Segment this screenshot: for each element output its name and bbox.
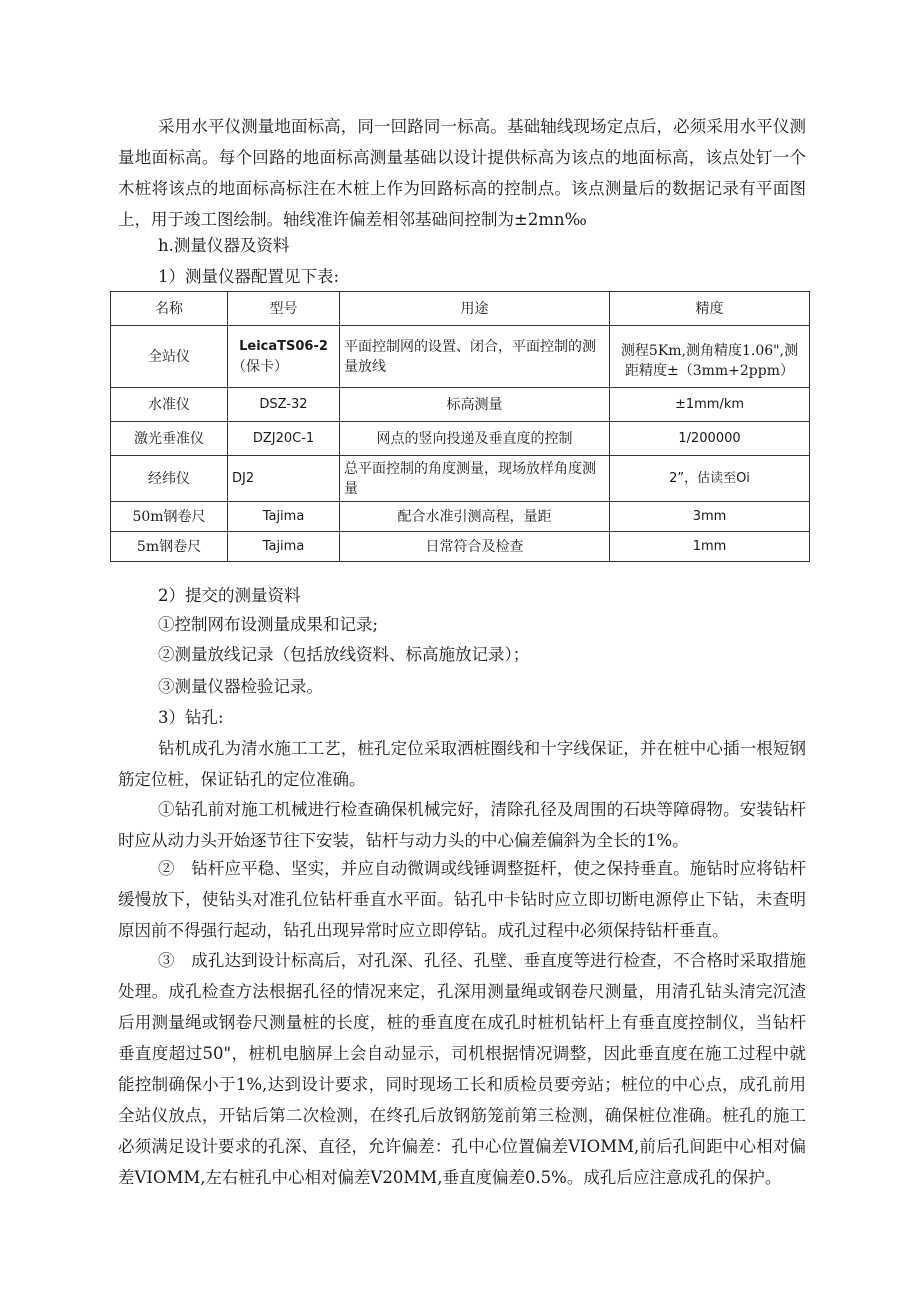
cell-model: Tajima bbox=[228, 532, 340, 562]
cell-use: 标高测量 bbox=[340, 388, 610, 422]
section-title-instruments: h.测量仪器及资料 bbox=[158, 236, 290, 255]
cell-name: 5m钢卷尺 bbox=[111, 532, 228, 562]
table-caption: 1）测量仪器配置见下表: bbox=[158, 267, 340, 286]
cell-name: 水准仪 bbox=[111, 388, 228, 422]
table-row bbox=[111, 532, 810, 562]
cell-use: 网点的竖向投递及垂直度的控制 bbox=[340, 422, 610, 456]
paragraph-drilling-step2: ② 钻杆应平稳、坚实，并应自动微调或线锤调整挺杆，使之保持垂直。施钻时应将钻杆缓慢放下，使钻头对准孔位钻杆垂直水平面。钻孔中卡钻时应立即切断电源停止下钻，未查明原因前不得强行起动，钻孔出现异常时应立即停钻。成孔过程中必须保持钻杆垂直。 bbox=[118, 859, 806, 940]
cell-precision: ±1mm/km bbox=[610, 388, 810, 422]
cell-model: DZJ20C-1 bbox=[228, 422, 340, 456]
cell-model-note: （保卡） bbox=[232, 358, 288, 375]
instrument-table bbox=[110, 291, 810, 562]
list-item: ③测量仪器检验记录。 bbox=[158, 677, 323, 696]
cell-precision: 测程5Km,测角精度1.06",测距精度±（3mm+2ppm） bbox=[610, 326, 810, 388]
cell-use: 平面控制网的设置、闭合，平面控制的测量放线 bbox=[340, 326, 610, 388]
cell-name: 激光垂准仪 bbox=[111, 422, 228, 456]
cell-model bbox=[228, 326, 340, 388]
paragraph-drilling-step1: ①钻孔前对施工机械进行检查确保机械完好，清除孔径及周围的石块等障碍物。安装钻杆时应从动力头开始逐节往下安装，钻杆与动力头的中心偏差偏斜为全长的1%。 bbox=[118, 800, 806, 850]
table-row bbox=[111, 456, 810, 502]
cell-precision: 1/200000 bbox=[610, 422, 810, 456]
table-header-row bbox=[111, 292, 810, 326]
cell-model: Tajima bbox=[228, 502, 340, 532]
cell-name: 50m钢卷尺 bbox=[111, 502, 228, 532]
table-row bbox=[111, 422, 810, 456]
cell-model-code: LeicaTS06-2 bbox=[239, 338, 328, 354]
paragraph-elevation: 采用水平仪测量地面标高，同一回路同一标高。基础轴线现场定点后，必须采用水平仪测量地面标高。每个回路的地面标高测量基础以设计提供标高为该点的地面标高，该点处钉一个木桩将该点的地面标高标注在木桩上作为回路标高的控制点。该点测量后的数据记录有平面图上，用于竣工图绘制。轴线准许偏差相邻基础间控制为±2mn‰ bbox=[118, 117, 806, 229]
table-row bbox=[111, 502, 810, 532]
cell-use: 总平面控制的角度测量，现场放样角度测量 bbox=[340, 456, 610, 502]
header-model: 型号 bbox=[228, 292, 340, 326]
cell-precision: 3mm bbox=[610, 502, 810, 532]
section-title-drilling: 3）钻孔: bbox=[158, 708, 224, 727]
cell-use: 配合水准引测高程，量距 bbox=[340, 502, 610, 532]
cell-model: DSZ-32 bbox=[228, 388, 340, 422]
section-title-submission: 2）提交的测量资料 bbox=[158, 586, 301, 605]
table-row bbox=[111, 326, 810, 388]
cell-precision: 1mm bbox=[610, 532, 810, 562]
cell-name: 全站仪 bbox=[111, 326, 228, 388]
list-item: ①控制网布设测量成果和记录; bbox=[158, 615, 379, 634]
header-precision: 精度 bbox=[610, 292, 810, 326]
cell-model: DJ2 bbox=[228, 456, 340, 502]
table-row bbox=[111, 388, 810, 422]
header-use: 用途 bbox=[340, 292, 610, 326]
list-item: ②测量放线记录（包括放线资料、标高施放记录）； bbox=[158, 645, 530, 664]
paragraph-drilling-intro: 钻机成孔为清水施工工艺，桩孔定位采取洒桩圈线和十字线保证，并在桩中心插一根短钢筋定位桩，保证钻孔的定位准确。 bbox=[118, 739, 806, 789]
cell-use: 日常符合及检查 bbox=[340, 532, 610, 562]
paragraph-drilling-step3: ③ 成孔达到设计标高后，对孔深、孔径、孔壁、垂直度等进行检查，不合格时采取措施处理。成孔检查方法根据孔径的情况来定，孔深用测量绳或钢卷尺测量，用清孔钻头清完沉渣后用测量绳或钢卷尺测量桩的长度，桩的垂直度在成孔时桩机钻杆上有垂直度控制仪，当钻杆垂直度超过50"，桩机电脑屏上会自动显示，司机根据情况调整，因此垂直度在施工过程中就能控制确保小于1%,达到设计要求，同时现场工长和质检员要旁站；桩位的中心点，成孔前用全站仪放点，开钻后第二次检测，在终孔后放钢筋笼前第三检测，确保桩位准确。桩孔的施工必须满足设计要求的孔深、直径，允许偏差：孔中心位置偏差VIOMM,前后孔间距中心相对偏差VIOMM,左右桩孔中心相对偏差V20MM,垂直度偏差0.5%。成孔后应注意成孔的保护。 bbox=[118, 951, 806, 1187]
header-name: 名称 bbox=[111, 292, 228, 326]
cell-name: 经纬仪 bbox=[111, 456, 228, 502]
cell-precision: 2”，估读至Oi bbox=[610, 456, 810, 502]
